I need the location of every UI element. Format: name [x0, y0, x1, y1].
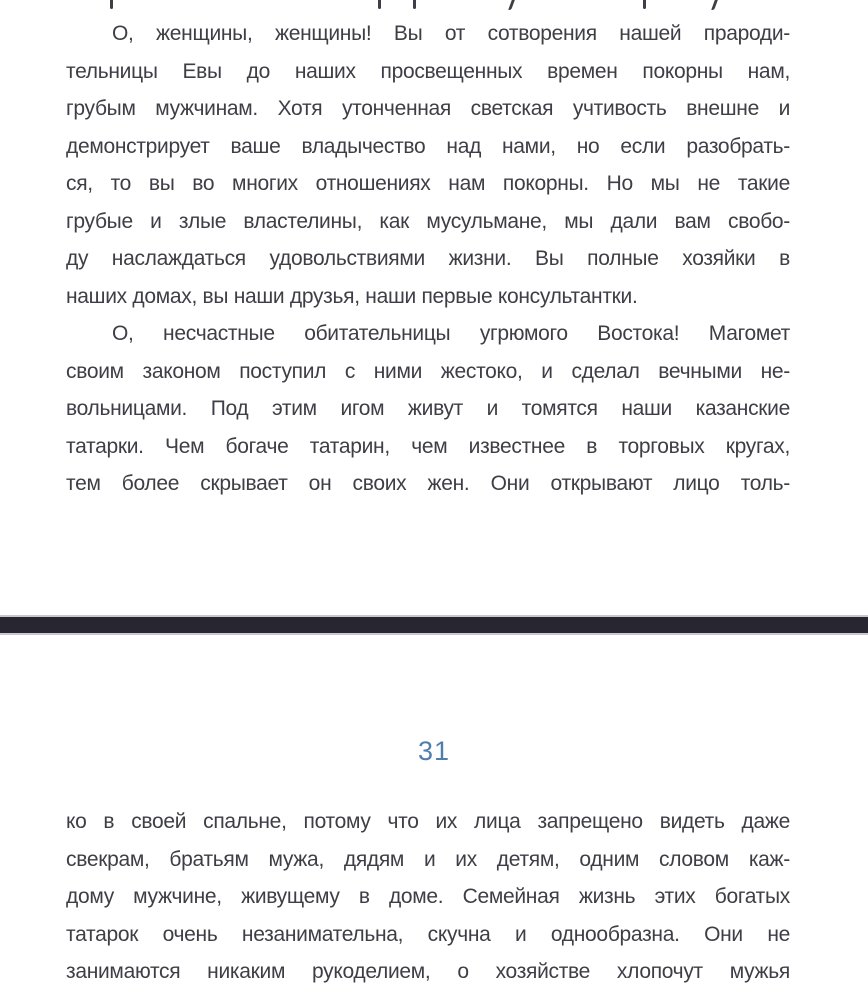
clipped-glyph-descender [413, 0, 416, 9]
text-line: грубым мужчинам. Хотя утонченная светская учтивость внешне и [66, 97, 790, 120]
text-line: наших домах, вы наши друзья, наши первые консультантки. [66, 284, 638, 308]
text-line: татарок очень незанимательна, скучна и однообразна. Они не [66, 922, 790, 946]
text-line: свекрам, братьям мужа, дядям и их детям, одним словом каж- [66, 847, 790, 871]
text-line: тельницы Евы до наших просвещенных времен покорны нам, [66, 59, 790, 83]
page-current-text [66, 803, 790, 991]
divider-edge-bottom [0, 633, 868, 635]
text-line: занимаются никаким рукоделием, о хозяйстве хлопочут мужья [66, 960, 790, 983]
text-line: тем более скрывает он своих жен. Они открывают лицо толь- [66, 472, 790, 495]
page-previous-text [66, 15, 790, 503]
page-number: 31 [417, 736, 451, 766]
divider-bar [0, 617, 868, 633]
text-line: своим законом поступил с ними жестоко, и сделал вечными не- [66, 359, 790, 383]
text-line: демонстрирует ваше владычество над нами, но если разобрать- [66, 134, 790, 158]
text-line: грубые и злые властелины, как мусульмане, мы дали вам свобо- [66, 209, 790, 233]
clipped-glyph-descender [711, 0, 718, 10]
text-line: ду наслаждаться удовольствиями жизни. Вы полные хозяйки в [66, 247, 790, 270]
text-line: О, несчастные обитательницы угрюмого Востока! Магомет [112, 322, 790, 345]
text-line: дому мужчине, живущему в доме. Семейная жизнь этих богатых [66, 885, 790, 908]
text-line: О, женщины, женщины! Вы от сотворения нашей прароди- [112, 22, 790, 45]
page-divider [0, 615, 868, 635]
clipped-glyph-descender [508, 0, 515, 10]
clipped-glyph-descender [643, 0, 646, 9]
text-line: ко в своей спальне, потому что их лица запрещено видеть даже [66, 810, 790, 833]
clipped-glyph-descender [378, 0, 381, 9]
clipped-glyph-descender [110, 0, 113, 9]
clipped-text-line [0, 0, 868, 11]
text-line: татарки. Чем богаче татарин, чем известнее в торговых кругах, [66, 434, 790, 458]
text-line: ся, то вы во многих отношениях нам покорны. Но мы не такие [66, 172, 790, 195]
text-line: вольницами. Под этим игом живут и томятся наши казанские [66, 397, 790, 420]
